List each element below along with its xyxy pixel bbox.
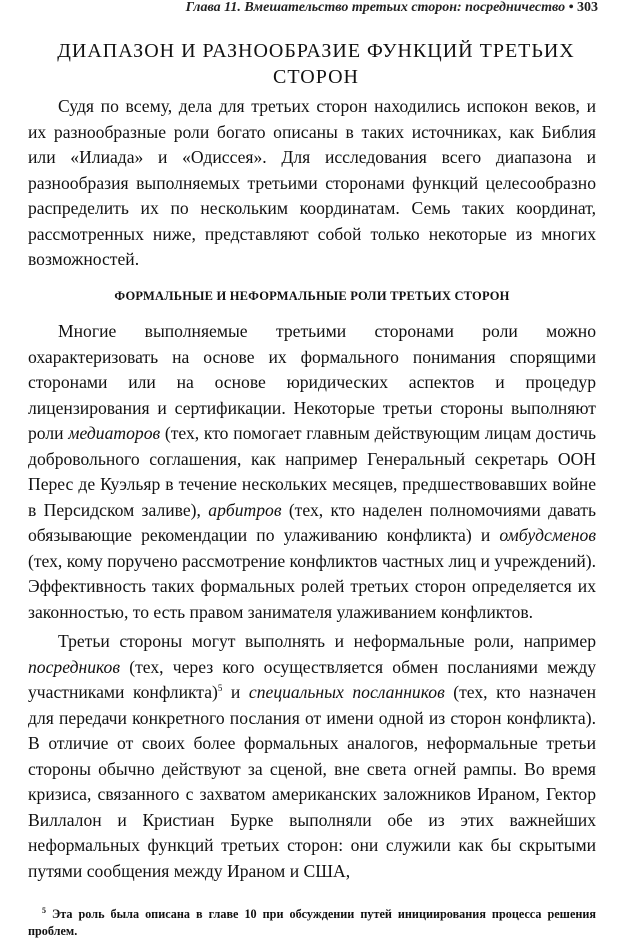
running-head: [186, 0, 598, 16]
text-run: и: [222, 682, 249, 702]
text-run: (тех, кто наделен полномочиями давать обязывающие рекомендации по улаживанию конфликта) и: [28, 499, 596, 545]
section-title: ДИАПАЗОН И РАЗНООБРАЗИЕ ФУНКЦИЙ ТРЕТЬИХ СТОРОН: [57, 40, 575, 88]
page-number: 303: [577, 0, 598, 15]
text-run: (тех, кому поручено рассмотрение конфликтов частных лиц и учреждений). Эффективность таких формальных ролей третьих сторон определяется их законностью, то есть правом занимателя улаживанием конфликтов.: [28, 550, 596, 622]
term-special-envoys: специальных посланников: [248, 682, 445, 702]
footnote-text: Эта роль была описана в главе 10 при обсуждении путей инициирования процесса решения проблем.: [28, 907, 596, 938]
paragraph-formal-roles: [28, 319, 596, 625]
footnote-marker[interactable]: 5: [217, 683, 223, 694]
subsection-title: ФОРМАЛЬНЫЕ И НЕФОРМАЛЬНЫЕ РОЛИ ТРЕТЬИХ СТОРОН: [114, 289, 510, 303]
paragraph-intro: Судя по всему, дела для третьих сторон находились испокон веков, и их разнообразные роли богато описаны в таких источниках, как Библия или «Илиада» и «Одиссея». Для исследования всего диапазона и разнообразия выполняемых третьими сторонами функций целесообразно распределить их по нескольким координатам. Семь таких координат, рассмотренных ниже, представляют собой только некоторые из многих возможностей.: [28, 96, 596, 269]
text-run: (тех, кто помогает главным действующим лицам достичь добровольного соглашения, как например Генеральный секретарь ООН Перес де Куэльяр в течение нескольких месяцев, предшествовавших войне в Персидском заливе),: [28, 423, 596, 520]
term-intermediaries: посредников: [28, 656, 120, 677]
term-ombudsmen: омбудсменов: [499, 525, 596, 545]
running-head-bullet: •: [568, 0, 574, 15]
paragraph-informal-roles: [28, 629, 596, 884]
footnote-mark: 5: [42, 906, 46, 915]
term-arbitrators: арбитров: [208, 499, 282, 520]
text-run: Третьи стороны могут выполнять и неформальные роли, например: [58, 631, 596, 651]
text-run: (тех, через кого осуществляется обмен посланиями между участниками конфликта): [28, 656, 596, 702]
running-title: Глава 11. Вмешательство третьих сторон: посредничество: [185, 0, 566, 15]
term-mediators: медиаторов: [68, 423, 161, 443]
footnote: [28, 903, 596, 939]
text-run: (тех, кто назначен для передачи конкретного послания от имени одной из сторон конфликта). В отличие от своих более формальных аналогов, неформальные третьи стороны обычно действуют за сценой, вне света огней рампы. Во время кризиса, связанного с захватом американских заложников Ираном, Гектор Виллалон и Кристиан Бурке выполняли обе из этих важнейших неформальных функций третьих сторон: они служили как бы скрытыми путями сообщения между Ираном и США,: [28, 682, 597, 881]
text-run: Многие выполняемые третьими сторонами роли можно охарактеризовать на основе их формального понимания спорящими сторонами или на основе юридических аспектов и процедур лицензирования и сертификации. Некоторые третьи стороны выполняют роли: [28, 321, 596, 443]
